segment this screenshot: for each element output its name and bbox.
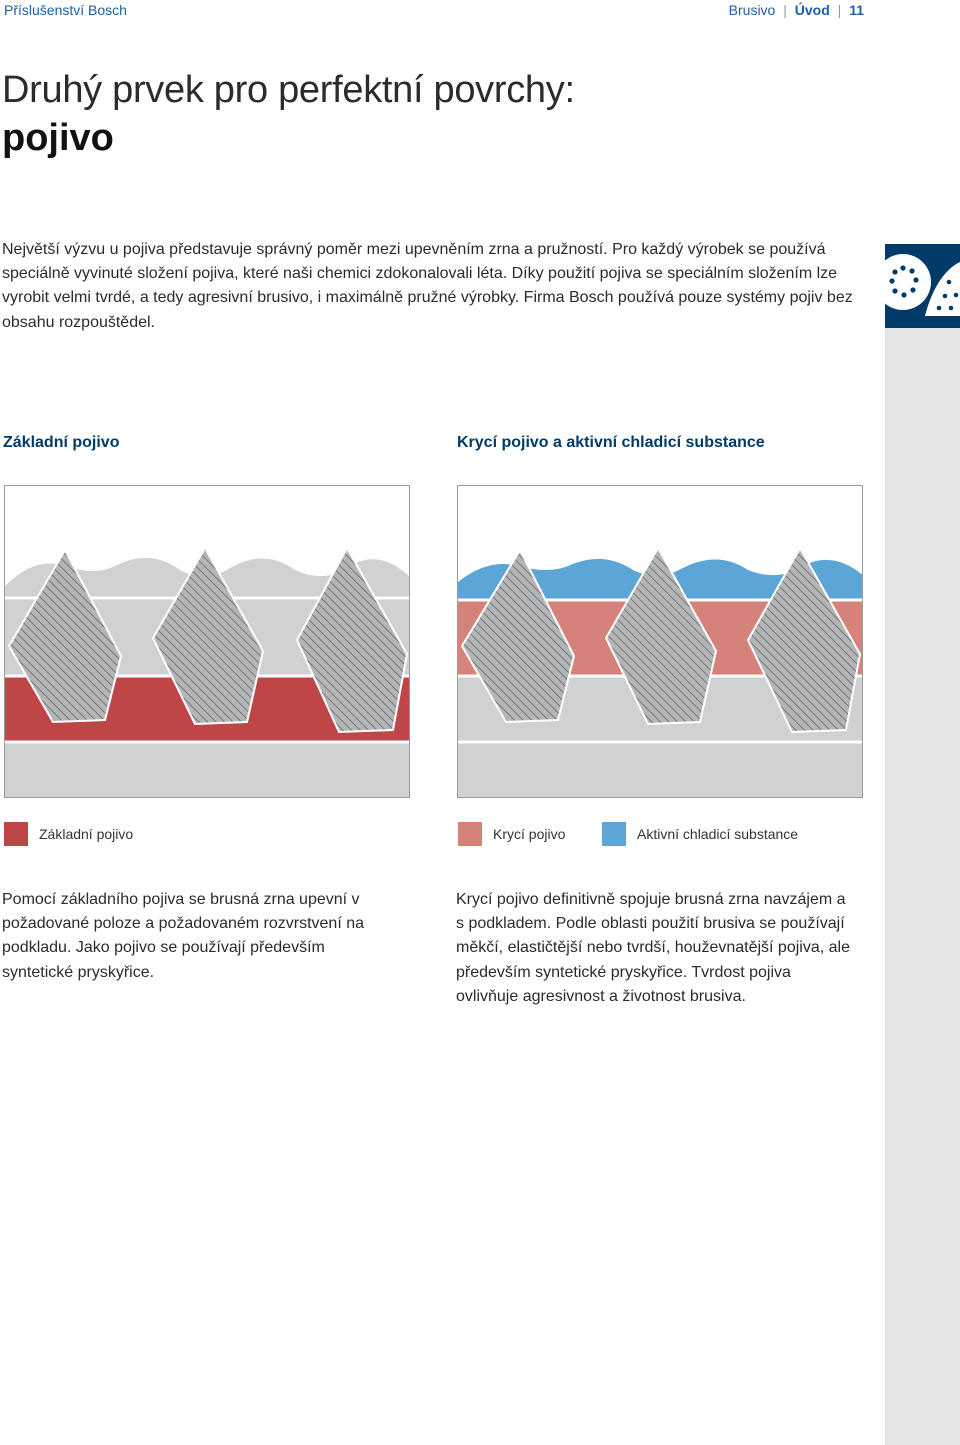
figure-right-heading: Krycí pojivo a aktivní chladicí substance bbox=[457, 434, 765, 451]
breadcrumb-item-uvod[interactable]: Úvod bbox=[794, 2, 830, 18]
legend-swatch-cooling-substance bbox=[602, 822, 626, 846]
backing-layer bbox=[458, 742, 863, 798]
breadcrumb-item-brusivo[interactable]: Brusivo bbox=[728, 2, 776, 18]
figure-left-description: Pomocí základního pojiva se brusná zrna upevní v požadované poloze a požadovaném rozvrstvení na podkladu. Jako pojivo se používají především syntetické pryskyřice. bbox=[2, 891, 365, 981]
backing-layer bbox=[5, 742, 410, 798]
legend-label: Krycí pojivo bbox=[493, 826, 566, 842]
side-strip bbox=[885, 328, 960, 1445]
abrasive-disc-icon bbox=[885, 244, 960, 328]
base-binder-diagram bbox=[4, 485, 410, 798]
breadcrumb-separator: | bbox=[837, 2, 842, 18]
page-number: 11 bbox=[849, 2, 864, 18]
intro-paragraph: Největší výzvu u pojiva představuje správný poměr mezi upevněním zrna a pružností. Pro každý výrobek se používá speciálně vyvinuté složení pojiva, které naši chemici zdokonalovali léta. Díky použití pojiva se speciálním složením lze vyrobit velmi tvrdé, a tedy agresivní brusivo, i maximálně pružné výrobky. Firma Bosch používá pouze systémy pojiv bez obsahu rozpouštědel. bbox=[2, 241, 853, 331]
cover-binder-diagram bbox=[457, 485, 863, 798]
section-title: Příslušenství Bosch bbox=[4, 2, 127, 18]
figure-left-heading: Základní pojivo bbox=[3, 434, 120, 451]
legend-label: Základní pojivo bbox=[39, 826, 134, 842]
side-tab[interactable] bbox=[885, 244, 960, 328]
page-title-emphasis: pojivo bbox=[2, 117, 114, 160]
legend-label: Aktivní chladicí substance bbox=[637, 826, 799, 842]
legend-swatch-base-binder bbox=[4, 822, 28, 846]
legend-cover-binder bbox=[458, 821, 565, 847]
figure-right-description: Krycí pojivo definitivně spojuje brusná zrna navzájem a s podkladem. Podle oblasti použití brusiva se používají měkčí, elastičtější nebo tvrdší, houževnatější pojiva, ale především syntetické pryskyřice. Tvrdost pojiva ovlivňuje agresivnost a životnost brusiva. bbox=[456, 891, 850, 1005]
legend-cooling-substance bbox=[602, 821, 798, 847]
legend-base-binder bbox=[4, 821, 133, 847]
page-title: Druhý prvek pro perfektní povrchy: bbox=[2, 69, 575, 112]
legend-swatch-cover-binder bbox=[458, 822, 482, 846]
breadcrumb-separator: | bbox=[783, 2, 787, 18]
breadcrumb bbox=[729, 2, 864, 18]
